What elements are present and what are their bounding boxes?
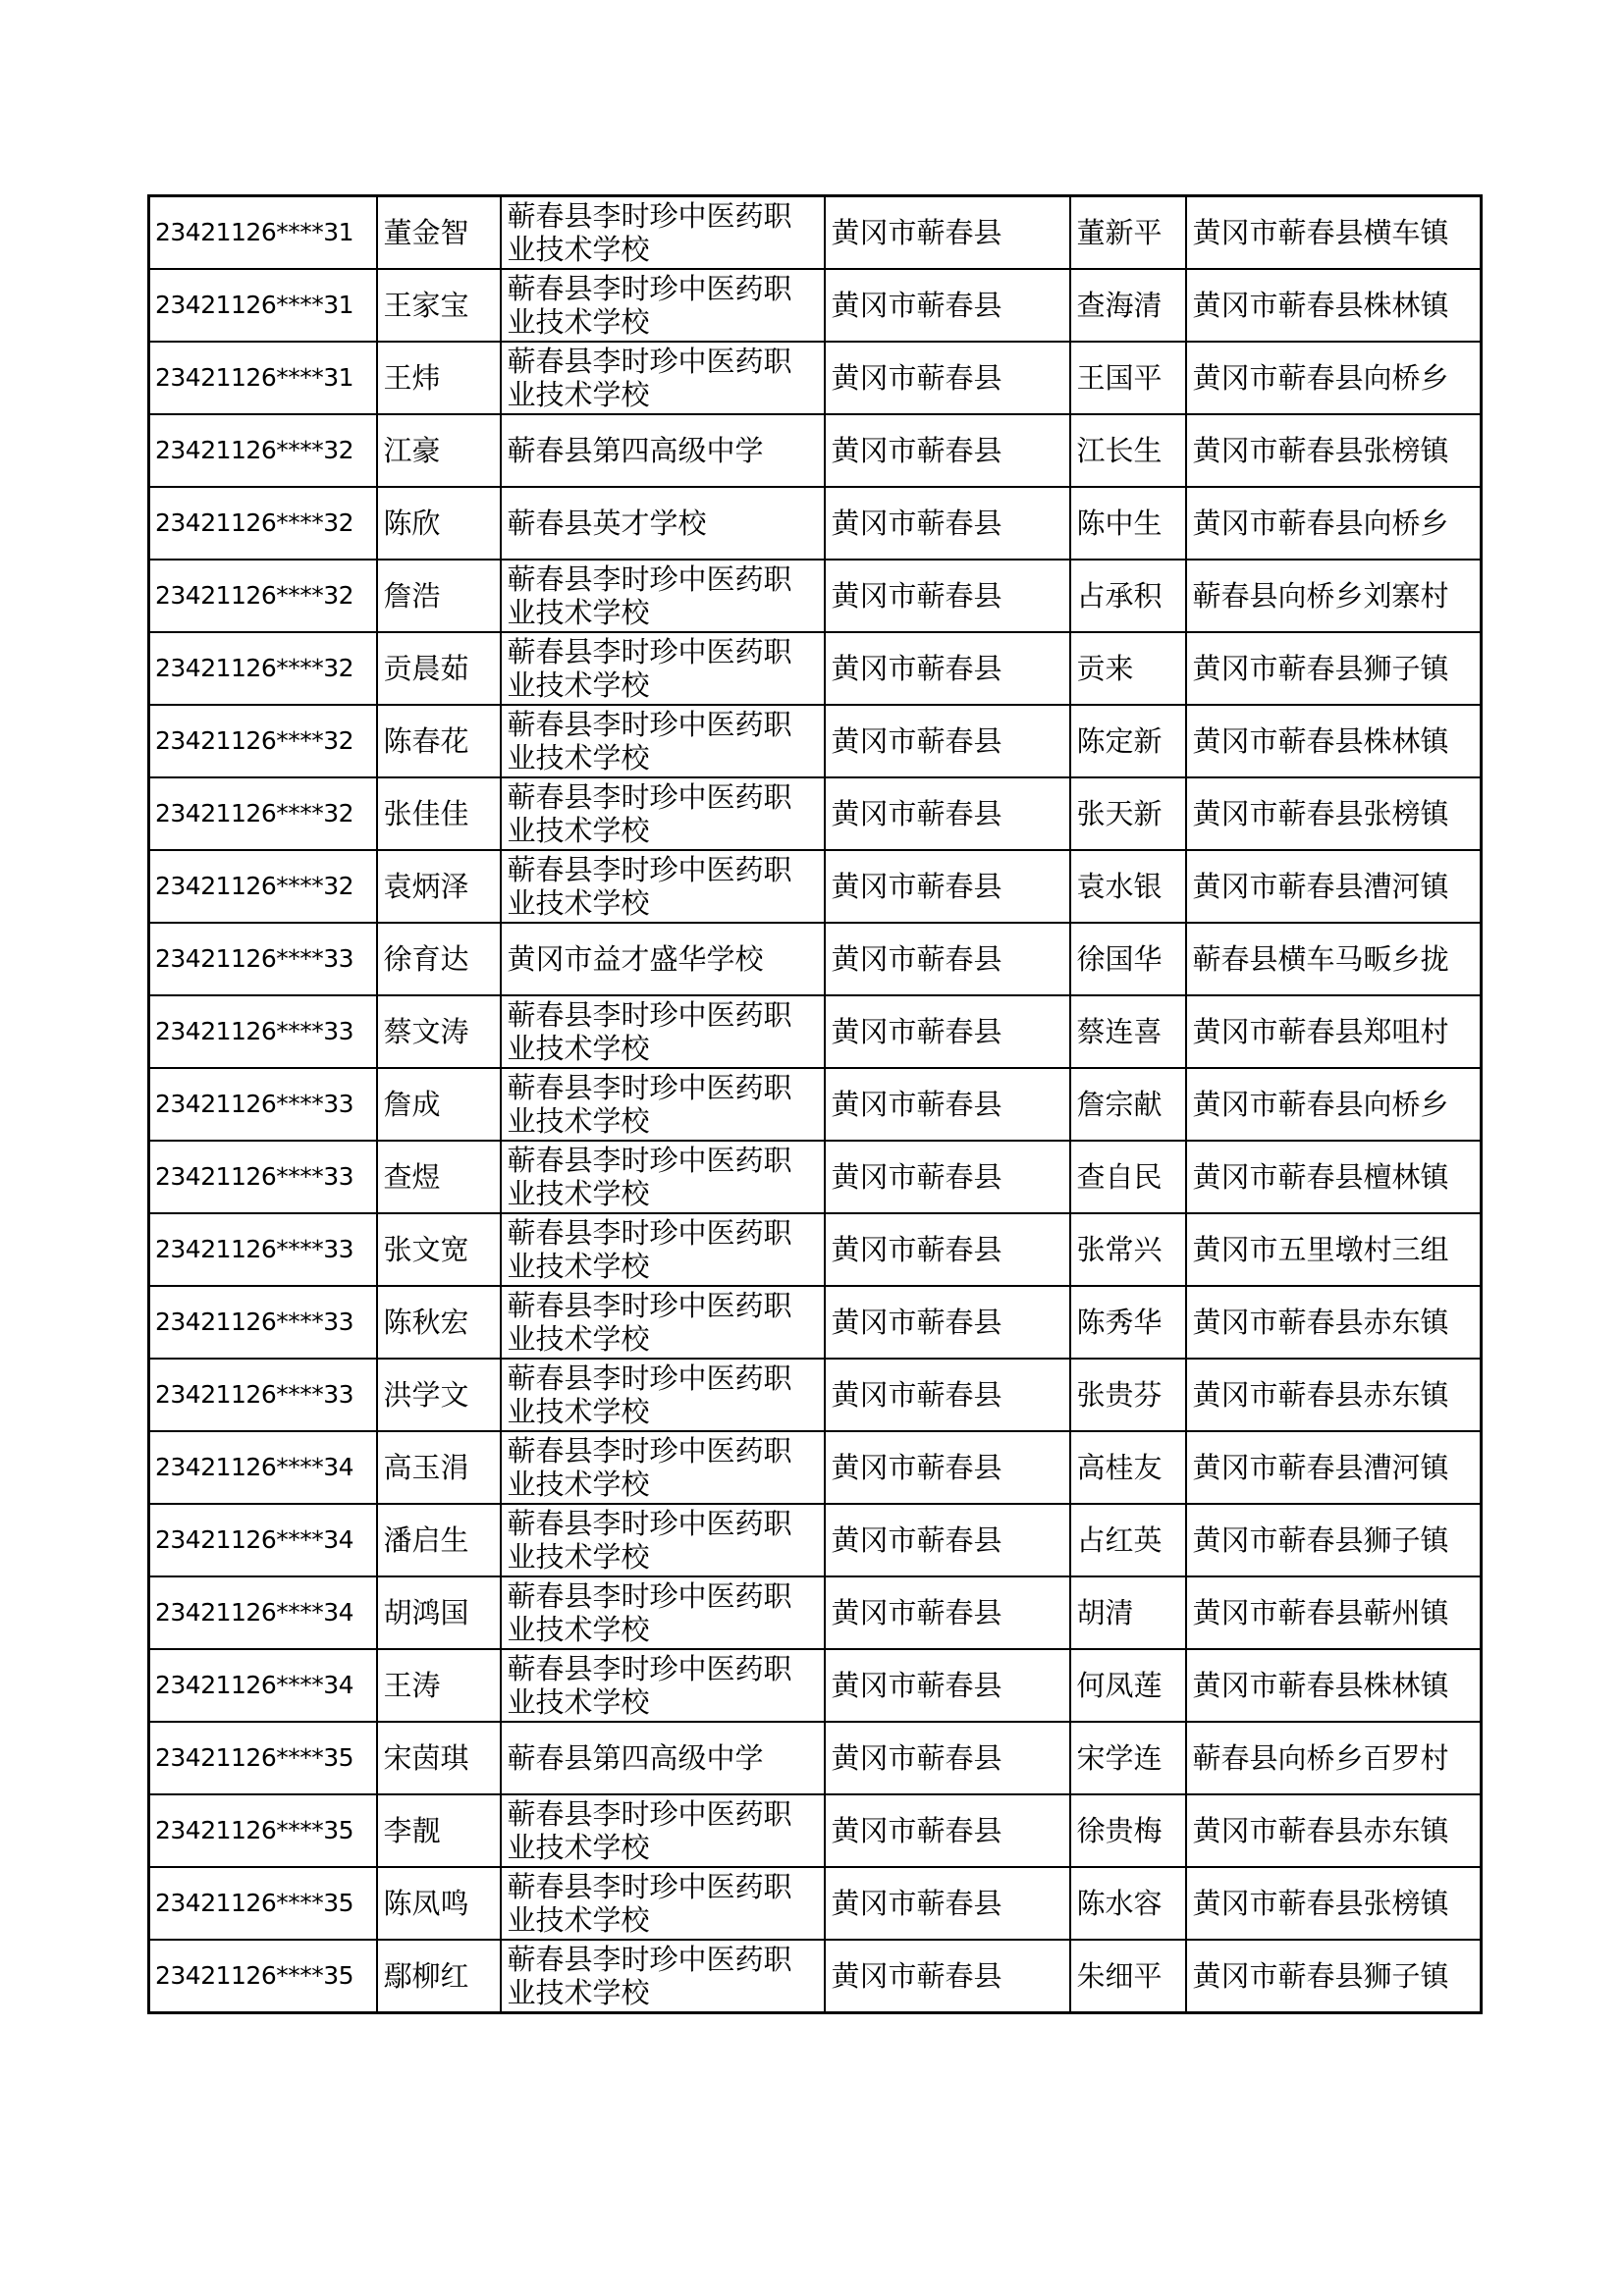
region-cell: 黄冈市蕲春县 (825, 1286, 1070, 1359)
school-cell: 蕲春县李时珍中医药职业技术学校 (501, 777, 825, 850)
name-cell: 张佳佳 (377, 777, 501, 850)
school-cell: 蕲春县李时珍中医药职业技术学校 (501, 995, 825, 1068)
name-cell: 陈凤鸣 (377, 1867, 501, 1940)
id-cell: 23421126****35 (149, 1940, 377, 2013)
school-cell: 蕲春县李时珍中医药职业技术学校 (501, 269, 825, 342)
address-cell: 黄冈市蕲春县向桥乡 (1186, 487, 1482, 560)
name-cell: 高玉涓 (377, 1431, 501, 1504)
address-cell: 黄冈市蕲春县横车镇 (1186, 196, 1482, 270)
table-row (149, 1649, 1482, 1722)
address-cell: 黄冈市蕲春县张榜镇 (1186, 777, 1482, 850)
table-row (149, 196, 1482, 270)
guardian-cell: 蔡连喜 (1070, 995, 1186, 1068)
guardian-cell: 张天新 (1070, 777, 1186, 850)
table-row (149, 414, 1482, 487)
record-table (147, 194, 1483, 2014)
school-cell: 蕲春县李时珍中医药职业技术学校 (501, 1940, 825, 2013)
id-cell: 23421126****34 (149, 1576, 377, 1649)
table-row (149, 1504, 1482, 1576)
id-cell: 23421126****33 (149, 923, 377, 995)
school-cell: 蕲春县李时珍中医药职业技术学校 (501, 1794, 825, 1867)
region-cell: 黄冈市蕲春县 (825, 995, 1070, 1068)
region-cell: 黄冈市蕲春县 (825, 1867, 1070, 1940)
table-row (149, 1213, 1482, 1286)
id-cell: 23421126****32 (149, 850, 377, 923)
address-cell: 黄冈市蕲春县向桥乡 (1186, 1068, 1482, 1141)
id-cell: 23421126****34 (149, 1649, 377, 1722)
region-cell: 黄冈市蕲春县 (825, 414, 1070, 487)
id-cell: 23421126****32 (149, 632, 377, 705)
guardian-cell: 董新平 (1070, 196, 1186, 270)
table-row (149, 560, 1482, 632)
address-cell: 黄冈市蕲春县张榜镇 (1186, 1867, 1482, 1940)
school-cell: 蕲春县李时珍中医药职业技术学校 (501, 1141, 825, 1213)
name-cell: 董金智 (377, 196, 501, 270)
school-cell: 蕲春县李时珍中医药职业技术学校 (501, 632, 825, 705)
id-cell: 23421126****35 (149, 1867, 377, 1940)
guardian-cell: 占承积 (1070, 560, 1186, 632)
table-row (149, 777, 1482, 850)
guardian-cell: 江长生 (1070, 414, 1186, 487)
address-cell: 黄冈市蕲春县漕河镇 (1186, 850, 1482, 923)
region-cell: 黄冈市蕲春县 (825, 1722, 1070, 1794)
name-cell: 陈秋宏 (377, 1286, 501, 1359)
id-cell: 23421126****32 (149, 487, 377, 560)
school-cell: 蕲春县李时珍中医药职业技术学校 (501, 560, 825, 632)
id-cell: 23421126****32 (149, 560, 377, 632)
school-cell: 蕲春县李时珍中医药职业技术学校 (501, 1431, 825, 1504)
guardian-cell: 陈水容 (1070, 1867, 1186, 1940)
id-cell: 23421126****33 (149, 1286, 377, 1359)
table-row (149, 995, 1482, 1068)
region-cell: 黄冈市蕲春县 (825, 1359, 1070, 1431)
address-cell: 黄冈市蕲春县张榜镇 (1186, 414, 1482, 487)
region-cell: 黄冈市蕲春县 (825, 196, 1070, 270)
name-cell: 蔡文涛 (377, 995, 501, 1068)
school-cell: 蕲春县李时珍中医药职业技术学校 (501, 1867, 825, 1940)
guardian-cell: 查海清 (1070, 269, 1186, 342)
region-cell: 黄冈市蕲春县 (825, 705, 1070, 777)
name-cell: 詹浩 (377, 560, 501, 632)
region-cell: 黄冈市蕲春县 (825, 269, 1070, 342)
table-row (149, 487, 1482, 560)
guardian-cell: 张常兴 (1070, 1213, 1186, 1286)
address-cell: 黄冈市蕲春县檀林镇 (1186, 1141, 1482, 1213)
region-cell: 黄冈市蕲春县 (825, 1213, 1070, 1286)
guardian-cell: 张贵芬 (1070, 1359, 1186, 1431)
table-row (149, 1068, 1482, 1141)
school-cell: 蕲春县李时珍中医药职业技术学校 (501, 1649, 825, 1722)
guardian-cell: 查自民 (1070, 1141, 1186, 1213)
id-cell: 23421126****31 (149, 269, 377, 342)
address-cell: 黄冈市蕲春县狮子镇 (1186, 1504, 1482, 1576)
guardian-cell: 贡来 (1070, 632, 1186, 705)
name-cell: 贡晨茹 (377, 632, 501, 705)
school-cell: 蕲春县李时珍中医药职业技术学校 (501, 705, 825, 777)
name-cell: 詹成 (377, 1068, 501, 1141)
address-cell: 黄冈市蕲春县株林镇 (1186, 1649, 1482, 1722)
id-cell: 23421126****31 (149, 196, 377, 270)
address-cell: 黄冈市蕲春县赤东镇 (1186, 1286, 1482, 1359)
address-cell: 蕲春县横车马畈乡拢 (1186, 923, 1482, 995)
table-row (149, 1940, 1482, 2013)
region-cell: 黄冈市蕲春县 (825, 487, 1070, 560)
address-cell: 黄冈市蕲春县向桥乡 (1186, 342, 1482, 414)
guardian-cell: 陈秀华 (1070, 1286, 1186, 1359)
region-cell: 黄冈市蕲春县 (825, 560, 1070, 632)
name-cell: 李靓 (377, 1794, 501, 1867)
address-cell: 蕲春县向桥乡刘寨村 (1186, 560, 1482, 632)
region-cell: 黄冈市蕲春县 (825, 850, 1070, 923)
school-cell: 蕲春县英才学校 (501, 487, 825, 560)
name-cell: 鄢柳红 (377, 1940, 501, 2013)
guardian-cell: 宋学连 (1070, 1722, 1186, 1794)
address-cell: 黄冈市蕲春县狮子镇 (1186, 1940, 1482, 2013)
school-cell: 蕲春县第四高级中学 (501, 414, 825, 487)
id-cell: 23421126****33 (149, 995, 377, 1068)
guardian-cell: 胡清 (1070, 1576, 1186, 1649)
school-cell: 蕲春县李时珍中医药职业技术学校 (501, 1286, 825, 1359)
name-cell: 袁炳泽 (377, 850, 501, 923)
guardian-cell: 徐贵梅 (1070, 1794, 1186, 1867)
region-cell: 黄冈市蕲春县 (825, 1649, 1070, 1722)
school-cell: 黄冈市益才盛华学校 (501, 923, 825, 995)
id-cell: 23421126****35 (149, 1794, 377, 1867)
id-cell: 23421126****32 (149, 777, 377, 850)
guardian-cell: 王国平 (1070, 342, 1186, 414)
address-cell: 黄冈市蕲春县株林镇 (1186, 705, 1482, 777)
name-cell: 陈春花 (377, 705, 501, 777)
school-cell: 蕲春县李时珍中医药职业技术学校 (501, 1068, 825, 1141)
address-cell: 蕲春县向桥乡百罗村 (1186, 1722, 1482, 1794)
region-cell: 黄冈市蕲春县 (825, 923, 1070, 995)
region-cell: 黄冈市蕲春县 (825, 1141, 1070, 1213)
address-cell: 黄冈市蕲春县郑咀村 (1186, 995, 1482, 1068)
table-row (149, 1431, 1482, 1504)
name-cell: 王炜 (377, 342, 501, 414)
guardian-cell: 徐国华 (1070, 923, 1186, 995)
address-cell: 黄冈市蕲春县株林镇 (1186, 269, 1482, 342)
region-cell: 黄冈市蕲春县 (825, 1431, 1070, 1504)
guardian-cell: 朱细平 (1070, 1940, 1186, 2013)
address-cell: 黄冈市蕲春县蕲州镇 (1186, 1576, 1482, 1649)
guardian-cell: 高桂友 (1070, 1431, 1186, 1504)
school-cell: 蕲春县李时珍中医药职业技术学校 (501, 196, 825, 270)
table-row (149, 1867, 1482, 1940)
table-row (149, 342, 1482, 414)
table-row (149, 632, 1482, 705)
id-cell: 23421126****35 (149, 1722, 377, 1794)
region-cell: 黄冈市蕲春县 (825, 1576, 1070, 1649)
region-cell: 黄冈市蕲春县 (825, 1940, 1070, 2013)
guardian-cell: 陈定新 (1070, 705, 1186, 777)
table-row (149, 1576, 1482, 1649)
table-row (149, 269, 1482, 342)
region-cell: 黄冈市蕲春县 (825, 632, 1070, 705)
name-cell: 王家宝 (377, 269, 501, 342)
table-row (149, 850, 1482, 923)
name-cell: 潘启生 (377, 1504, 501, 1576)
school-cell: 蕲春县李时珍中医药职业技术学校 (501, 1213, 825, 1286)
name-cell: 徐育达 (377, 923, 501, 995)
id-cell: 23421126****34 (149, 1431, 377, 1504)
address-cell: 黄冈市五里墩村三组 (1186, 1213, 1482, 1286)
guardian-cell: 袁水银 (1070, 850, 1186, 923)
table-row (149, 705, 1482, 777)
guardian-cell: 詹宗献 (1070, 1068, 1186, 1141)
id-cell: 23421126****34 (149, 1504, 377, 1576)
guardian-cell: 占红英 (1070, 1504, 1186, 1576)
region-cell: 黄冈市蕲春县 (825, 777, 1070, 850)
id-cell: 23421126****33 (149, 1359, 377, 1431)
school-cell: 蕲春县第四高级中学 (501, 1722, 825, 1794)
guardian-cell: 何凤莲 (1070, 1649, 1186, 1722)
id-cell: 23421126****31 (149, 342, 377, 414)
region-cell: 黄冈市蕲春县 (825, 342, 1070, 414)
table-row (149, 1359, 1482, 1431)
name-cell: 胡鸿国 (377, 1576, 501, 1649)
table-row (149, 1794, 1482, 1867)
name-cell: 江豪 (377, 414, 501, 487)
address-cell: 黄冈市蕲春县漕河镇 (1186, 1431, 1482, 1504)
record-table-body (149, 196, 1482, 2013)
address-cell: 黄冈市蕲春县赤东镇 (1186, 1794, 1482, 1867)
table-row (149, 1286, 1482, 1359)
table-row (149, 1722, 1482, 1794)
school-cell: 蕲春县李时珍中医药职业技术学校 (501, 1576, 825, 1649)
region-cell: 黄冈市蕲春县 (825, 1794, 1070, 1867)
table-row (149, 923, 1482, 995)
table-row (149, 1141, 1482, 1213)
name-cell: 张文宽 (377, 1213, 501, 1286)
school-cell: 蕲春县李时珍中医药职业技术学校 (501, 850, 825, 923)
region-cell: 黄冈市蕲春县 (825, 1504, 1070, 1576)
address-cell: 黄冈市蕲春县狮子镇 (1186, 632, 1482, 705)
id-cell: 23421126****32 (149, 414, 377, 487)
name-cell: 王涛 (377, 1649, 501, 1722)
name-cell: 洪学文 (377, 1359, 501, 1431)
id-cell: 23421126****33 (149, 1068, 377, 1141)
school-cell: 蕲春县李时珍中医药职业技术学校 (501, 1504, 825, 1576)
address-cell: 黄冈市蕲春县赤东镇 (1186, 1359, 1482, 1431)
name-cell: 陈欣 (377, 487, 501, 560)
name-cell: 查煜 (377, 1141, 501, 1213)
guardian-cell: 陈中生 (1070, 487, 1186, 560)
region-cell: 黄冈市蕲春县 (825, 1068, 1070, 1141)
id-cell: 23421126****32 (149, 705, 377, 777)
id-cell: 23421126****33 (149, 1213, 377, 1286)
name-cell: 宋茵琪 (377, 1722, 501, 1794)
school-cell: 蕲春县李时珍中医药职业技术学校 (501, 1359, 825, 1431)
id-cell: 23421126****33 (149, 1141, 377, 1213)
school-cell: 蕲春县李时珍中医药职业技术学校 (501, 342, 825, 414)
